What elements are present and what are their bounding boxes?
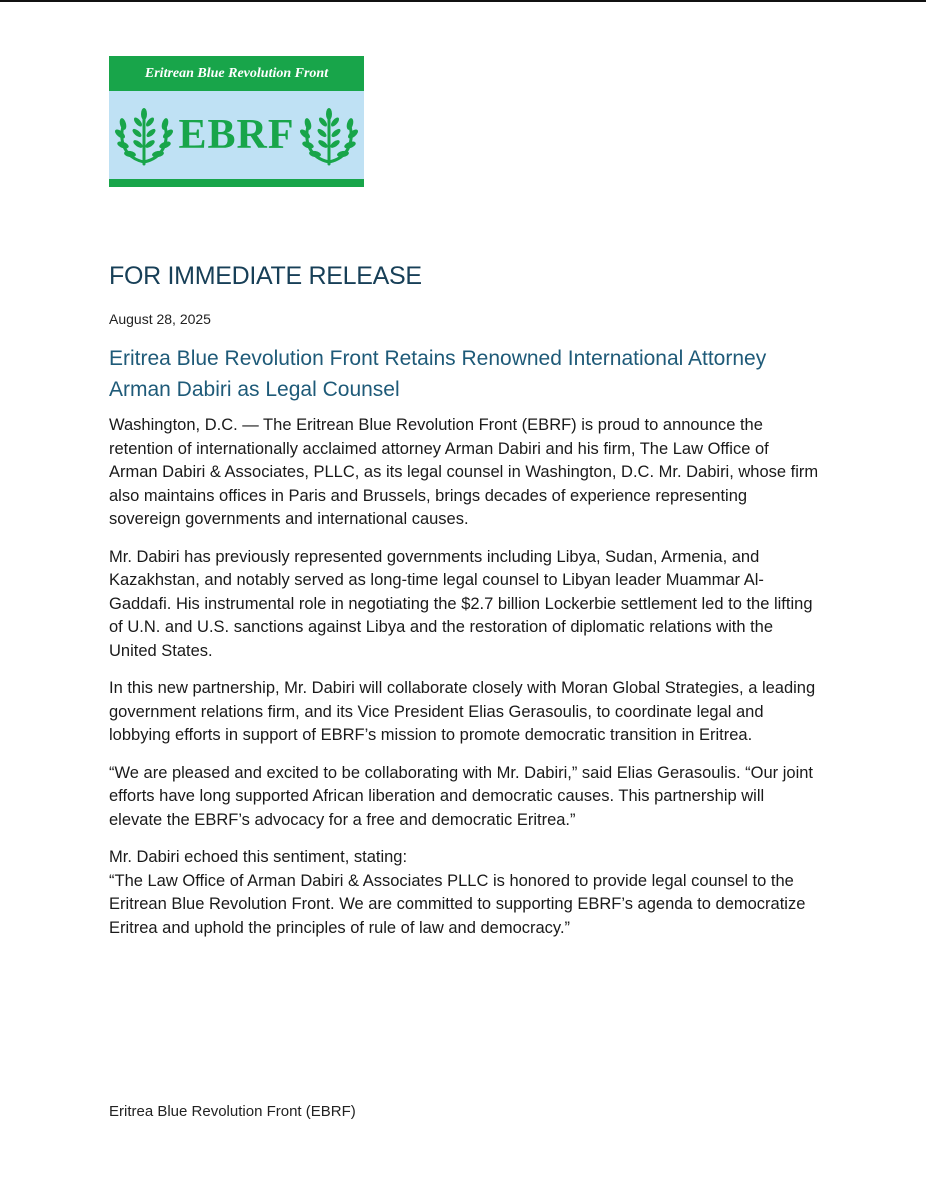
logo-org-name: Eritrean Blue Revolution Front xyxy=(109,56,364,91)
statement-quote: “The Law Office of Arman Dabiri & Associates PLLC is honored to provide legal counsel to the Eritrean Blue Revolution Front. We are committed to supporting EBRF’s agenda to democratize Eritrea and uphold the principles of rule of law and democracy.” xyxy=(109,871,806,937)
body-paragraph: Washington, D.C. — The Eritrean Blue Revolution Front (EBRF) is proud to announce the retention of internationally acclaimed attorney Arman Dabiri and his firm, The Law Office of Arman Dabiri & Associates, PLLC, as its legal counsel in Washington, D.C. Mr. Dabiri, whose firm also maintains offices in Paris and Brussels, brings decades of experience representing sovereign governments and international causes. xyxy=(109,416,819,528)
olive-wreath-icon xyxy=(300,106,358,170)
footer-org-name: Eritrea Blue Revolution Front (EBRF) xyxy=(109,1103,356,1120)
body-paragraph: In this new partnership, Mr. Dabiri will collaborate closely with Moran Global Strategies, a leading government relations firm, and its Vice President Elias Gerasoulis, to coordinate legal and lobbying efforts in support of EBRF’s mission to promote democratic transition in Eritrea. xyxy=(109,679,816,744)
olive-wreath-icon xyxy=(115,106,173,170)
statement-paragraph xyxy=(109,846,819,940)
logo-acronym: EBRF xyxy=(178,112,295,158)
body-paragraph: “We are pleased and excited to be collaborating with Mr. Dabiri,” said Elias Gerasoulis. “Our joint efforts have long supported African liberation and democratic causes. This partnership will elevate the EBRF’s advocacy for a free and democratic Eritrea.” xyxy=(109,763,814,829)
logo-bottom-band xyxy=(109,179,364,187)
press-release-headline: Eritrea Blue Revolution Front Retains Renowned International Attorney Arman Dabiri as Legal Counsel xyxy=(109,347,767,401)
statement-intro: Mr. Dabiri echoed this sentiment, stating: xyxy=(109,848,408,866)
release-date: August 28, 2025 xyxy=(109,311,211,327)
body-paragraph: Mr. Dabiri has previously represented governments including Libya, Sudan, Armenia, and Kazakhstan, and notably served as long-time legal counsel to Libyan leader Muammar Al-Gaddafi. His instrumental role in negotiating the $2.7 billion Lockerbie settlement led to the lifting of U.N. and U.S. sanctions against Libya and the restoration of diplomatic relations with the United States. xyxy=(109,547,813,660)
top-border-line xyxy=(0,0,926,2)
press-release-body xyxy=(109,414,819,954)
ebrf-logo xyxy=(109,56,364,187)
release-heading: FOR IMMEDIATE RELEASE xyxy=(109,262,422,290)
